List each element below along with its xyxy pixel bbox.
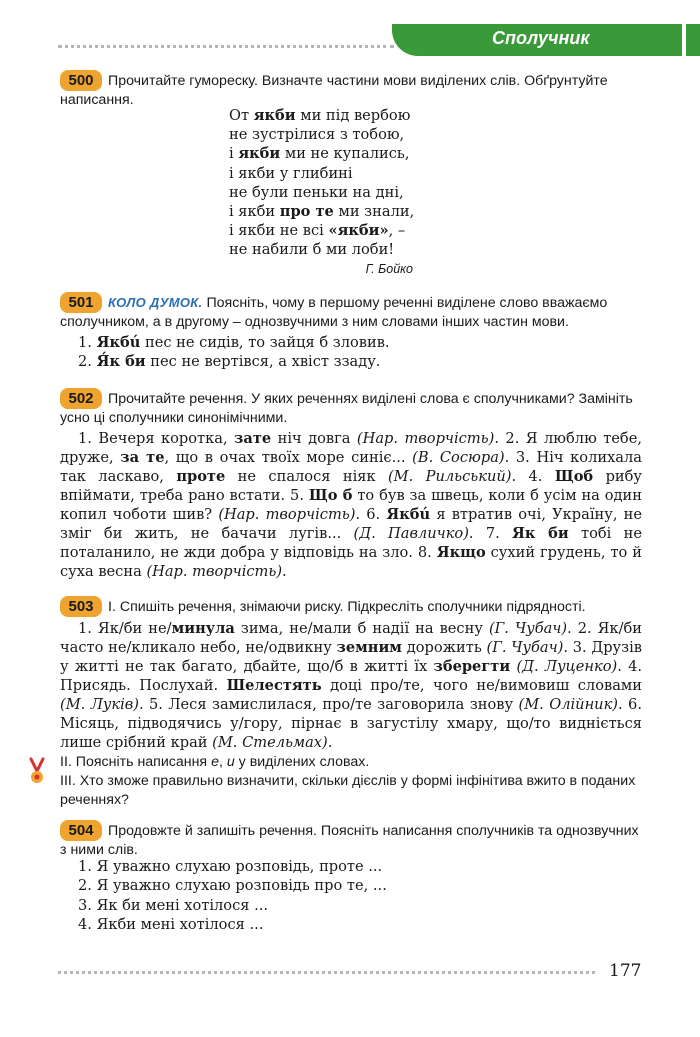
highlighted-word: Якбú [96,334,141,351]
poem-text: і якби у глибині [229,164,353,182]
exercise-501-sentences [60,333,642,372]
sentence: 4. Якби мені хотілося ... [78,916,264,934]
text: . 4. [511,468,555,485]
source-citation: (Д. Луценко) [516,658,618,675]
source-citation: (Г. Чубач) [486,639,564,656]
source-citation: (М. Рильський) [387,468,512,485]
sentence-text: пес не вертівся, а хвіст ззаду. [145,353,381,371]
exercise-503-part3: ІІІ. Хто зможе правильно визначити, скільки дієслів у формі інфінітива вжито в поданих реченнях? [60,773,636,808]
exercise-number: 500 [60,70,102,91]
chapter-title: Сполучник [492,28,590,48]
text: дорожить [402,639,487,656]
poem [229,106,469,260]
highlighted-word: земним [336,639,402,656]
exercise-number: 501 [60,292,102,313]
highlighted-word: за те [120,449,165,466]
exercise-502-text [60,429,642,581]
highlighted-word: про те [279,203,334,221]
poem-line [229,183,469,202]
sentence [60,352,642,371]
page-number: 177 [609,961,642,981]
sentence: 1. Я уважно слухаю розповідь, проте ... [78,858,383,875]
exercise-task: І. Спишіть речення, знімаючи риску. Підкресліть сполучники підрядності. [108,599,586,615]
pencil-icon [27,757,49,791]
poem-text: не зустрілися з тобою, [229,126,405,144]
poem-line [229,164,469,183]
poem-text: ми знали, [333,203,415,221]
footer-dotted-line [58,971,595,974]
highlighted-word: Я́к би [96,353,146,371]
poem-line [229,125,469,144]
source-citation: (Д. Павличко) [353,525,469,542]
text: не спалося ніяк [225,468,388,485]
exercise-task: Прочитайте речення. У яких реченнях виділені слова є сполучниками? Замініть усно ці сполучники синонімічними. [60,391,633,426]
text: рибу впіймати, треба рано встати. 5. [60,468,643,504]
poem-text: От [229,107,254,124]
text: . 3. Друзів у житті не так багато, дбайте, що/б в житті їх [60,639,642,675]
poem-line [229,202,469,221]
exercise-task: Поясніть, чому в першому реченні виділене слово вважаємо сполучником, а в другому – однозвучними з ним словами інших частин мови. [60,295,608,330]
exercise-503-text [60,619,642,752]
source-citation: (В. Сосюра) [412,449,505,466]
source-citation: (Г. Чубач) [488,620,568,637]
poem-line [229,106,469,125]
highlighted-word: Якбú [386,506,431,523]
highlighted-word: Як би [512,525,569,542]
exercise-task: Прочитайте гумореску. Визначте частини мови виділених слів. Обґрунтуйте написання. [60,73,608,108]
poem-text: не були пеньки на дні, [229,183,404,201]
text: 1. Вечеря коротка, [78,430,235,447]
sentence [60,333,642,352]
text: , що в очах твоїх море синіє... [164,449,413,466]
part2-letter-y: и [226,754,235,770]
exercise-number: 504 [60,820,102,841]
highlighted-word: зберегти [433,658,511,675]
source-citation: (М. Стельмах) [212,734,328,751]
part2-text-end: у виділених словах. [234,754,370,770]
text: 1. Як/би не/ [78,620,172,637]
part2-letter-e: е [211,754,219,770]
text: доці про/те, чого не/вимовиш словами [321,677,642,694]
text: . [327,734,333,751]
poem-text: , – [388,222,406,240]
exercise-504-sentences [60,857,642,935]
exercise-502 [60,388,642,428]
chapter-tab-edge [686,24,700,56]
poem-line [229,240,469,259]
part2-text: ІІ. Поясніть написання [60,754,212,770]
highlighted-word: якби [253,107,296,124]
exercise-number: 503 [60,596,102,617]
highlighted-word: проте [176,468,226,485]
text: ніч довга [271,430,357,447]
source-citation: (М. Луків) [60,696,139,713]
highlighted-word: «якби» [328,222,389,240]
highlighted-word: Що б [308,487,353,504]
exercise-501 [60,292,642,332]
exercise-503-part2 [60,753,642,772]
text: . 2. Я люблю тебе, друже, [60,430,642,466]
poem-text: і якби [229,203,280,221]
exercise-task: Продовжте й запишіть речення. Поясніть написання сполучників та однозвучних з ними слів. [60,823,639,858]
highlighted-word: Шелестять [226,677,322,694]
discussion-tag: КОЛО ДУМОК. [108,295,203,310]
exercise-504 [60,820,642,860]
poem-text: ми під вербою [295,107,411,124]
text: . [282,563,287,580]
poem-text: ми не купались, [280,145,410,163]
text: я втратив очі, Україну, не зміг би жить, не бачачи лугів... [60,506,643,542]
text: тобі не поталанило, не жди добра у відповідь на зло. 8. [60,525,642,561]
source-citation: (Нар. творчість) [146,563,283,580]
poem-line [229,221,469,240]
text: . 2. Як/би часто не/кликало небо, не/одвикну [60,620,642,656]
highlighted-word: зате [234,430,272,447]
text: сухий грудень, то й суха весна [60,544,642,580]
text: . 4. Присядь. Послухай. [60,658,643,694]
poem-line [229,144,469,163]
text: . 6. Місяць, підводячись у/гору, пірнає в загустілу хмару, що/то видніється лише срібний край [60,696,642,751]
poem-text: і якби не всі [229,222,329,240]
text: зима, не/мали б надії на весну [234,620,489,637]
poem-author: Г. Бойко [365,262,413,276]
sentence: 3. Як би мені хотілося ... [78,896,269,914]
poem-text: не набили б ми лоби! [229,241,395,259]
header-dotted-line [58,45,394,48]
sentence: 2. Я уважно слухаю розповідь про те, ... [78,877,387,895]
poem-author-wrap [229,262,469,276]
poem-text: і [229,145,239,163]
exercise-500 [60,70,642,110]
text: то був за швець, коли б усім на один копил чоботи шив? [60,487,642,523]
highlighted-word: минула [171,620,235,637]
highlighted-word: Щоб [554,468,594,485]
highlighted-word: Якщо [436,544,486,561]
exercise-503 [60,596,642,617]
source-citation: (Нар. творчість) [218,506,356,523]
highlighted-word: якби [238,145,281,163]
source-citation: (Нар. творчість) [356,430,495,447]
text: . 6. [355,506,387,523]
text: . 7. [468,525,513,542]
sentence-text: 2. [78,353,97,371]
sentence-text: пес не сидів, то зайця б зловив. [140,334,390,351]
text: . 5. Леся замислилася, про/те заговорила знову [138,696,519,713]
part2-sep: , [218,754,227,770]
source-citation: (М. Олійник) [518,696,618,713]
sentence-text: 1. [78,334,97,351]
exercise-number: 502 [60,388,102,409]
text: . 3. Ніч колихала так ласкаво, [60,449,642,485]
